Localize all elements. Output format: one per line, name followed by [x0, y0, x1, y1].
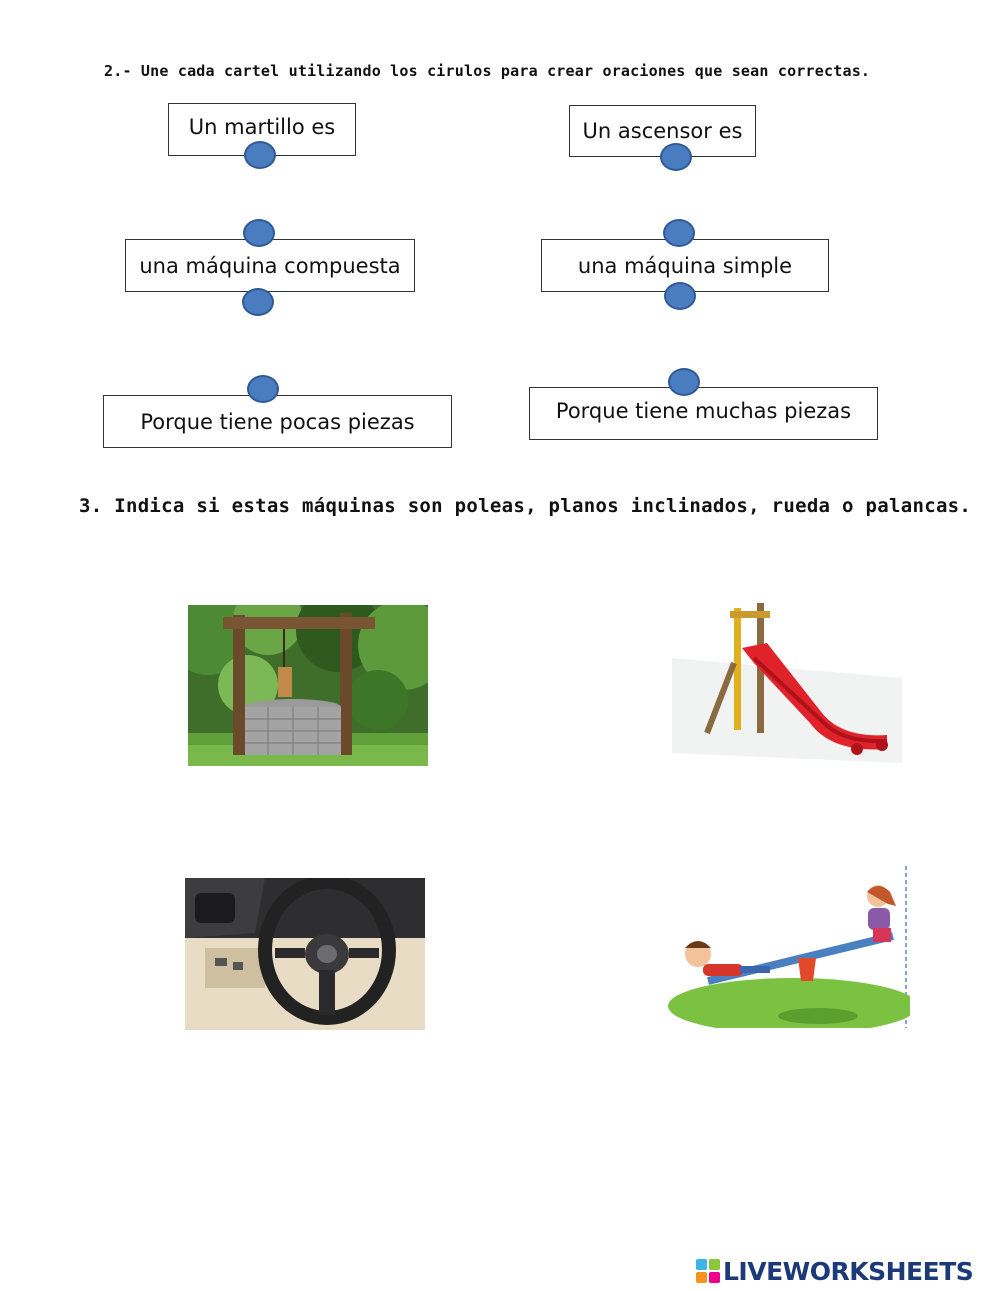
connector-dot-compuesta-top[interactable] [243, 219, 275, 247]
connector-dot-ascensor-bottom[interactable] [660, 143, 692, 171]
card-pocas-piezas: Porque tiene pocas piezas [103, 395, 452, 448]
liveworksheets-logo [696, 1254, 973, 1288]
card-martillo: Un martillo es [168, 103, 356, 156]
question-2-instruction: 2.- Une cada cartel utilizando los cirulos para crear oraciones que sean correctas. [104, 62, 871, 80]
card-ascensor: Un ascensor es [569, 105, 756, 157]
liveworksheets-logo-mark [696, 1259, 720, 1283]
connector-dot-simple-top[interactable] [663, 219, 695, 247]
car-steering-wheel-image [185, 878, 425, 1030]
question-3-instruction: 3. Indica si estas máquinas son poleas, planos inclinados, rueda o palancas. [79, 495, 972, 517]
card-muchas-piezas: Porque tiene muchas piezas [529, 387, 878, 440]
water-well-image [188, 605, 428, 766]
connector-dot-simple-bottom[interactable] [664, 282, 696, 310]
card-maquina-compuesta: una máquina compuesta [125, 239, 415, 292]
connector-dot-muchas-top[interactable] [668, 368, 700, 396]
connector-dot-compuesta-bottom[interactable] [242, 288, 274, 316]
connector-dot-pocas-top[interactable] [247, 375, 279, 403]
playground-slide-image [672, 603, 902, 768]
liveworksheets-logo-text: LIVEWORKSHEETS [723, 1256, 974, 1286]
seesaw-children-image [668, 866, 910, 1028]
card-maquina-simple: una máquina simple [541, 239, 829, 292]
connector-dot-martillo-bottom[interactable] [244, 141, 276, 169]
